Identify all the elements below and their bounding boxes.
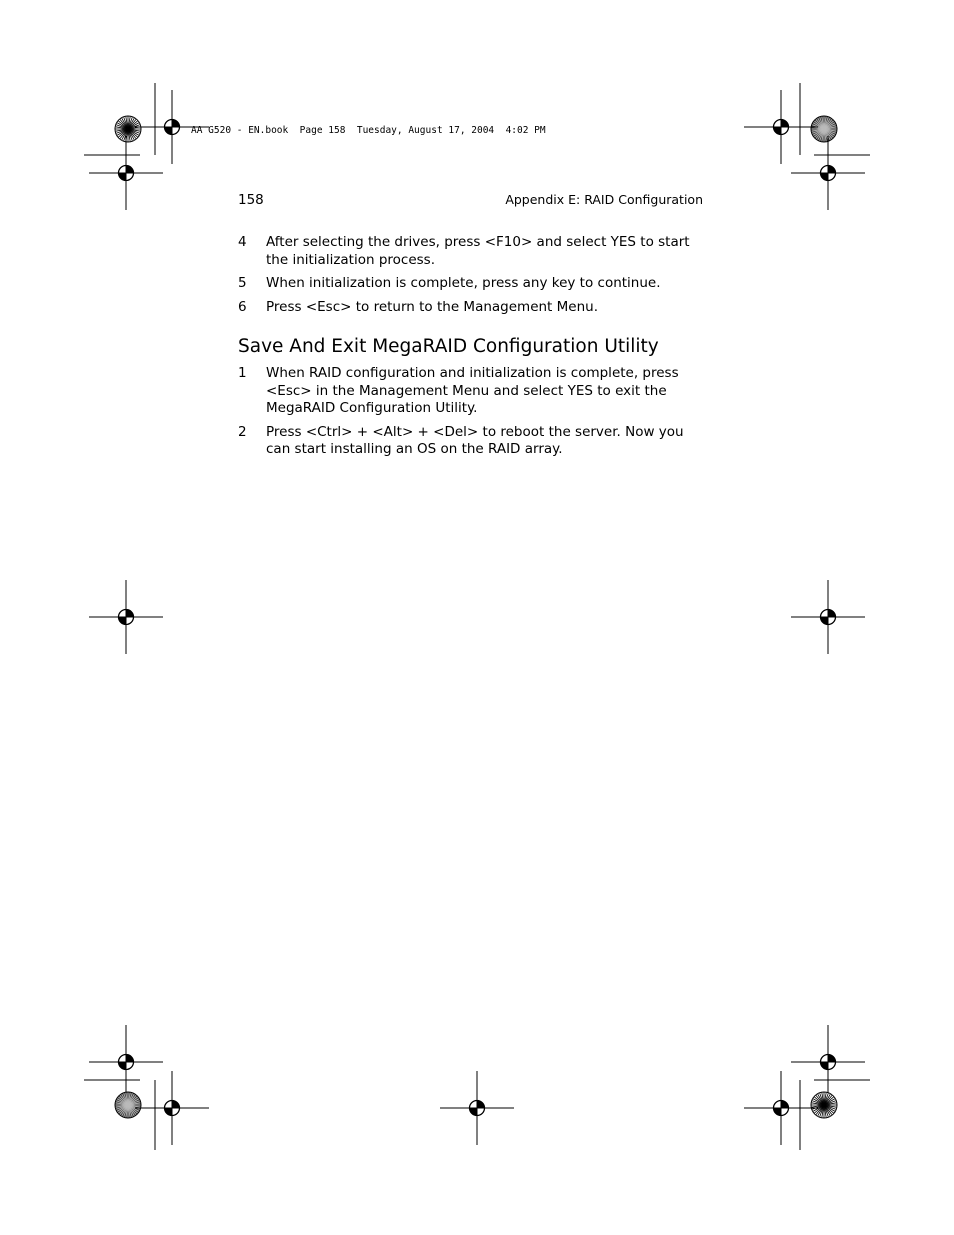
list-item (238, 299, 708, 317)
step-text: When RAID configuration and initialization is complete, press <Esc> in the Management Menu and select YES to exit the MegaRAID Configuration Utility. (266, 365, 679, 416)
step-number: 5 (238, 275, 247, 291)
registration-quadrant (821, 1062, 829, 1070)
steps-list-top (238, 234, 708, 322)
step-text: Press <Esc> to return to the Management Menu. (266, 298, 599, 315)
registration-quadrant (172, 1101, 180, 1109)
registration-quadrant (172, 120, 180, 128)
step-text: After selecting the drives, press <F10> and select YES to start the initialization process. (266, 234, 690, 268)
section-heading: Save And Exit MegaRAID Configuration Utility (238, 336, 659, 357)
registration-quadrant (126, 1055, 134, 1063)
registration-quadrant (126, 166, 134, 174)
step-number: 6 (238, 298, 247, 315)
registration-quadrant (828, 610, 836, 618)
registration-quadrant (774, 127, 782, 135)
registration-quadrant (126, 610, 134, 618)
list-item (238, 275, 708, 293)
registration-quadrant (821, 173, 829, 181)
step-number: 1 (238, 365, 247, 381)
registration-quadrant (165, 1108, 173, 1116)
list-item (238, 424, 708, 459)
running-head: Appendix E: RAID Configuration (505, 192, 703, 207)
registration-quadrant (821, 617, 829, 625)
registration-quadrant (165, 127, 173, 135)
registration-quadrant (774, 1108, 782, 1116)
list-item (238, 234, 708, 269)
step-number: 4 (238, 234, 247, 250)
registration-quadrant (470, 1108, 478, 1116)
step-text: Press <Ctrl> + <Alt> + <Del> to reboot the server. Now you can start installing an OS on the RAID array. (266, 423, 684, 457)
step-number: 2 (238, 423, 247, 440)
registration-quadrant (119, 1062, 127, 1070)
registration-quadrant (828, 166, 836, 174)
print-slug: AA G520 - EN.book Page 158 Tuesday, August 17, 2004 4:02 PM (191, 125, 546, 136)
registration-quadrant (828, 1055, 836, 1063)
steps-list-section (238, 365, 708, 465)
page-number: 158 (238, 192, 264, 208)
registration-quadrant (477, 1101, 485, 1109)
step-text: When initialization is complete, press any key to continue. (266, 275, 661, 291)
registration-quadrant (781, 1101, 789, 1109)
registration-quadrant (119, 617, 127, 625)
registration-quadrant (119, 173, 127, 181)
list-item (238, 365, 708, 418)
registration-quadrant (781, 120, 789, 128)
